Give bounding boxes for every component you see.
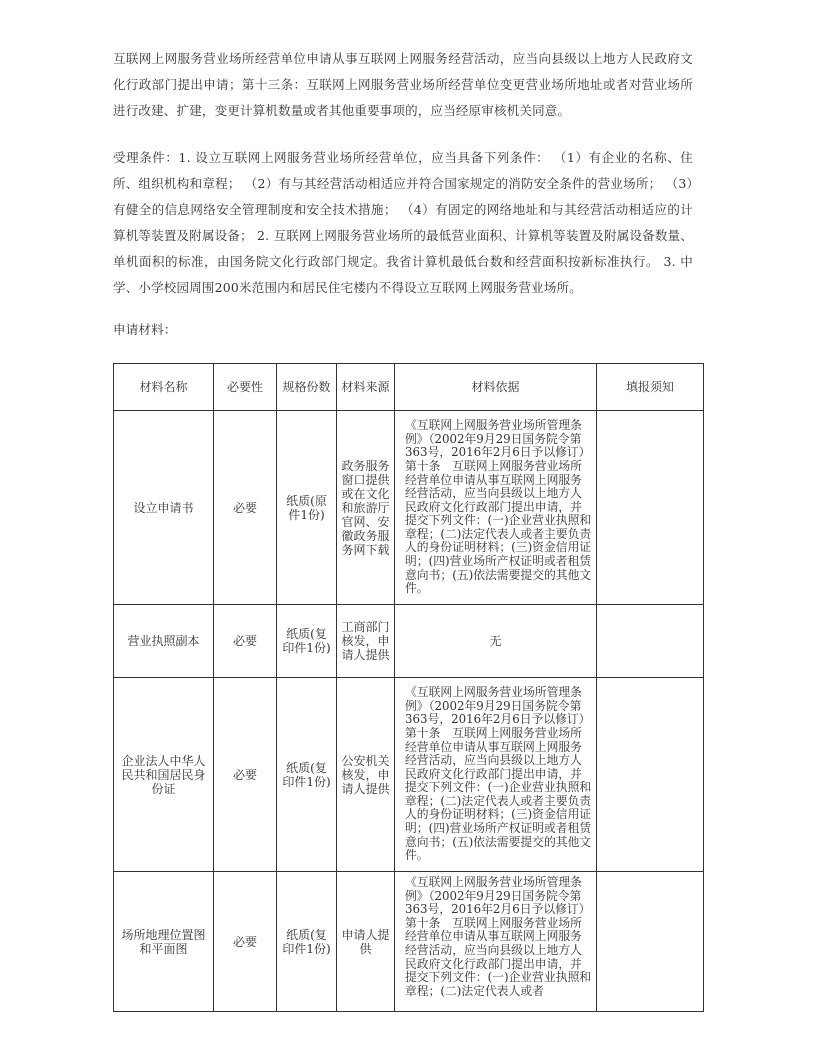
paragraph-materials-heading: 申请材料： <box>113 322 177 337</box>
table-row <box>114 605 704 678</box>
cell-notes <box>597 411 704 605</box>
cell-source: 公安机关核发，申请人提供 <box>337 678 395 872</box>
table-header-row <box>114 364 704 411</box>
header-source: 材料来源 <box>337 364 395 411</box>
cell-basis: 《互联网上网服务营业场所管理条例》（2002年9月29日国务院令第363号，2016年2月6日予以修订） 第十条 互联网上网服务营业场所经营单位申请从事互联网上网服务经营活动，应当向县级以上地方人民政府文化行政部门提出申请，并提交下列文件：(一)企业营业执照和章程；(二)法定代表人或者主要负责人的身份证明材料；(三)资金信用证明；(四)营业场所产权证明或者租赁意向书；(五)依法需要提交的其他文件。 <box>395 411 597 605</box>
cell-source: 申请人提供 <box>337 872 395 1012</box>
cell-notes <box>597 605 704 678</box>
cell-spec: 纸质(复印件1份) <box>277 872 337 1012</box>
cell-necessity: 必要 <box>214 872 277 1012</box>
cell-material-name: 企业法人中华人民共和国居民身份证 <box>114 678 214 872</box>
cell-necessity: 必要 <box>214 411 277 605</box>
header-notes: 填报须知 <box>597 364 704 411</box>
cell-notes <box>597 678 704 872</box>
cell-necessity: 必要 <box>214 678 277 872</box>
table-row <box>114 411 704 605</box>
cell-source: 政务服务窗口提供或在文化和旅游厅官网、安徽政务服务网下载 <box>337 411 395 605</box>
header-necessity: 必要性 <box>214 364 277 411</box>
table-row <box>114 678 704 872</box>
cell-material-name: 设立申请书 <box>114 411 214 605</box>
cell-spec: 纸质(复印件1份) <box>277 678 337 872</box>
cell-necessity: 必要 <box>214 605 277 678</box>
cell-material-name: 营业执照副本 <box>114 605 214 678</box>
cell-basis: 《互联网上网服务营业场所管理条例》（2002年9月29日国务院令第363号，2016年2月6日予以修订） 第十条 互联网上网服务营业场所经营单位申请从事互联网上网服务经营活动，应当向县级以上地方人民政府文化行政部门提出申请，并提交下列文件：(一)企业营业执照和章程；(二)法定代表人或者 <box>395 872 597 1012</box>
cell-spec: 纸质(原件1份) <box>277 411 337 605</box>
cell-source: 工商部门核发，申请人提供 <box>337 605 395 678</box>
paragraph-acceptance-conditions: 受理条件：1. 设立互联网上网服务营业场所经营单位，应当具备下列条件： （1）有企业的名称、住所、组织机构和章程； （2）有与其经营活动相适应并符合国家规定的消防安全条件的营业场所； （3）有健全的信息网络安全管理制度和安全技术措施； （4）有固定的网络地址和与其经营活动相适应的计算机等装置及附属设备； 2. 互联网上网服务营业场所的最低营业面积、计算机等装置及附属设备数量、单机面积的标准，由国务院文化行政部门规定。我省计算机最低台数和经营面积按新标准执行。 3. 中学、小学校园周围200米范围内和居民住宅楼内不得设立互联网上网服务营业场所。 <box>113 150 693 295</box>
header-material-name: 材料名称 <box>114 364 214 411</box>
header-spec: 规格份数 <box>277 364 337 411</box>
cell-material-name: 场所地理位置图和平面图 <box>114 872 214 1012</box>
materials-table <box>113 363 704 1012</box>
cell-spec: 纸质(复印件1份) <box>277 605 337 678</box>
header-basis: 材料依据 <box>395 364 597 411</box>
cell-notes <box>597 872 704 1012</box>
cell-basis: 无 <box>395 605 597 678</box>
table-row <box>114 872 704 1012</box>
cell-basis: 《互联网上网服务营业场所管理条例》（2002年9月29日国务院令第363号，2016年2月6日予以修订） 第十条 互联网上网服务营业场所经营单位申请从事互联网上网服务经营活动，应当向县级以上地方人民政府文化行政部门提出申请，并提交下列文件：(一)企业营业执照和章程；(二)法定代表人或者主要负责人的身份证明材料；(三)资金信用证明；(四)营业场所产权证明或者租赁意向书；(五)依法需要提交的其他文件。 <box>395 678 597 872</box>
paragraph-application-scope: 互联网上网服务营业场所经营单位申请从事互联网上网服务经营活动，应当向县级以上地方人民政府文化行政部门提出申请；第十三条：互联网上网服务营业场所经营单位变更营业场所地址或者对营业场所进行改建、扩建，变更计算机数量或者其他重要事项的，应当经原审核机关同意。 <box>113 51 693 118</box>
